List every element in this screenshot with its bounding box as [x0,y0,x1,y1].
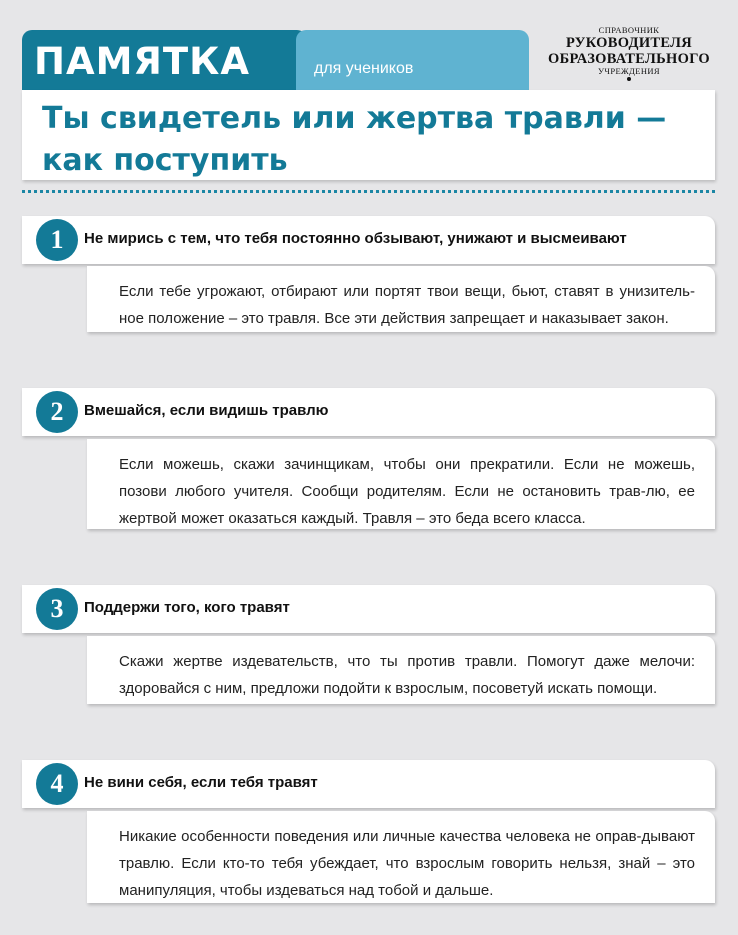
item-2-body-card [87,439,715,529]
publisher-logo [548,26,710,90]
logo-line-3: ОБРАЗОВАТЕЛЬНОГО [548,51,710,67]
item-1-text: Если тебе угрожают, отбирают или портят твои вещи, бьют, ставят в унизитель-ное положение – это травля. Все эти действия запрещает и наказывает закон. [119,283,695,327]
item-3-heading: Поддержи того, кого травят [84,599,290,616]
item-3-heading-card [22,585,715,633]
item-4-heading-card [22,760,715,808]
item-2-heading: Вмешайся, если видишь травлю [84,402,329,419]
dotted-divider [22,190,715,193]
item-2-text: Если можешь, скажи зачинщикам, чтобы они прекратили. Если не можешь, позови любого учителя. Сообщи родителям. Если не остановить трав-лю, ее жертвой может оказаться каждый. Травля – это беда всего класса. [119,456,695,527]
page-title: Ты свидетель или жертва травли — как поступить [42,101,667,178]
item-1-heading: Не мирись с тем, что тебя постоянно обзывают, унижают и высмеивают [84,230,627,247]
item-1-body-card [87,266,715,332]
item-4-body-card [87,811,715,903]
item-4-number-badge: 4 [36,763,78,805]
memo-label-tab [22,30,307,90]
item-3-number-badge: 3 [36,588,78,630]
item-2-number-badge: 2 [36,391,78,433]
logo-dot [627,77,631,81]
item-3-text: Скажи жертве издевательств, что ты против травли. Помогут даже мелочи: здоровайся с ним, предложи подойти к взрослым, посоветуй искать помощи. [119,653,695,697]
logo-line-1: СПРАВОЧНИК [598,25,660,35]
item-1-number-badge: 1 [36,219,78,261]
item-4-heading: Не вини себя, если тебя травят [84,774,318,791]
logo-line-2: РУКОВОДИТЕЛЯ [565,35,693,51]
item-2-heading-card [22,388,715,436]
audience-tab [296,30,529,90]
item-4-text: Никакие особенности поведения или личные качества человека не оправ-дывают травлю. Если кто-то тебя убеждает, что взрослым говорить нельзя, знай – это манипуляция, чтобы издеваться над тобой и дальше. [119,828,695,899]
item-3-body-card [87,636,715,704]
item-1-heading-card [22,216,715,264]
title-card [22,90,715,180]
memo-label: ПАМЯТКА [34,40,251,83]
logo-line-4: УЧРЕЖДЕНИЯ [597,66,660,76]
audience-label: для учеников [314,60,414,77]
